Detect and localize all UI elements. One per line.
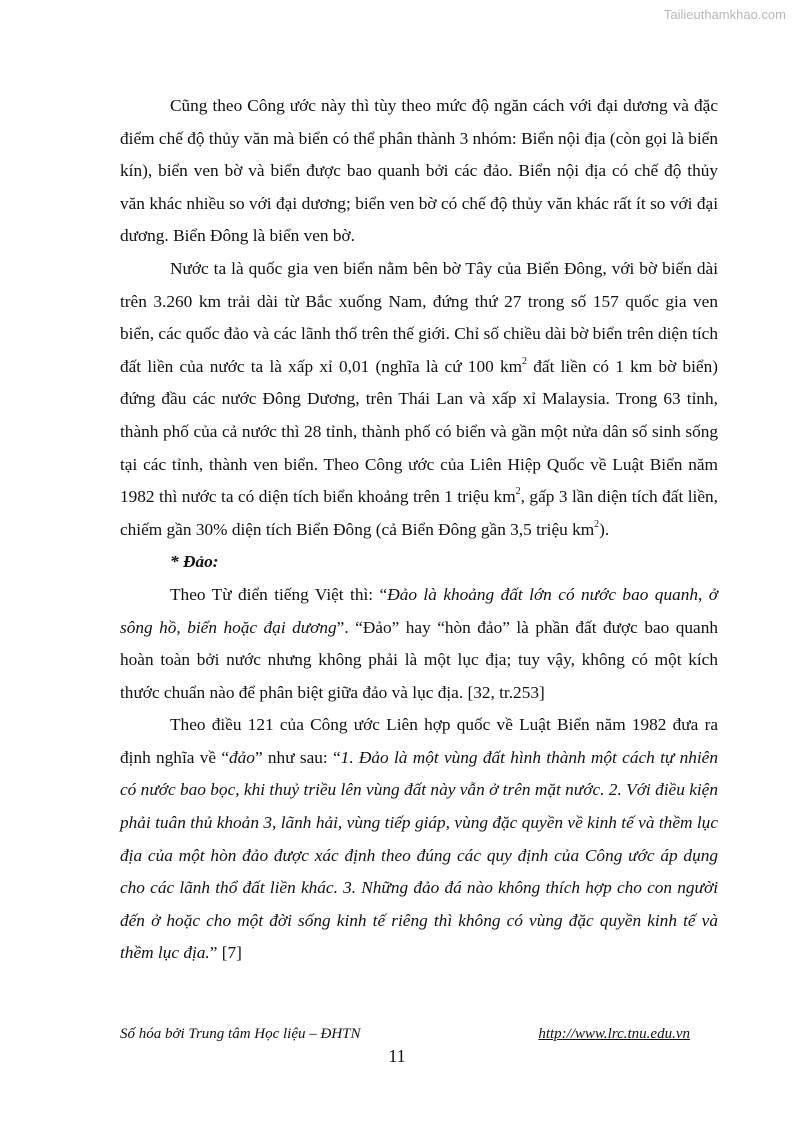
paragraph-island-dictionary: Theo Từ điển tiếng Việt thì: “Đảo là khoảng đất lớn có nước bao quanh, ở sông hồ, biển hoặc đại dương”. “Đảo” hay “hòn đảo” là phần đất được bao quanh hoàn toàn bởi nước nhưng không phải là một lục địa; tuy vậy, không có một kích thước chuẩn nào để phân biệt giữa đảo và lục địa. [32, tr.253] (120, 584, 718, 702)
watermark: Tailieuthamkhao.com (663, 7, 786, 22)
paragraph-sea-classification: Cũng theo Công ước này thì tùy theo mức độ ngăn cách với đại dương và đặc điểm chế độ thủy văn mà biển có thể phân thành 3 nhóm: Biển nội địa (còn gọi là biển kín), biển ven bờ và biển được bao quanh bởi các đảo. Biển nội địa có chế độ thủy văn khác nhiều so với đại dương; biển ven bờ có chế độ thủy văn khác rất ít so với đại dương. Biển Đông là biển ven bờ. (120, 96, 718, 246)
section-heading-island: * Đảo: (170, 552, 219, 572)
page-number: 11 (388, 1046, 406, 1066)
footer-source: Số hóa bởi Trung tâm Học liệu – ĐHTN (120, 1026, 361, 1042)
paragraph-vietnam-coastline: Nước ta là quốc gia ven biển nằm bên bờ Tây của Biển Đông, với bờ biển dài trên 3.260 km trải dài từ Bắc xuống Nam, đứng thứ 27 trong số 157 quốc gia ven biển, các quốc đảo và các lãnh thổ trên thế giới. Chỉ số chiều dài bờ biển trên diện tích đất liền của nước ta là xấp xỉ 0,01 (nghĩa là cứ 100 $km^2$ đất liền có 1 km bờ biển) đứng đầu các nước Đông Dương, trên Thái Lan và xấp xỉ Malaysia. Trong 63 tỉnh, thành phố của cả nước thì 28 tỉnh, thành phố có biển và gần một nửa dân số sinh sống tại các tỉnh, thành ven biển. Theo Công ước của Liên Hiệp Quốc về Luật Biển năm 1982 thì nước ta có diện tích biển khoảng trên 1 triệu $km^2$, gấp 3 lần diện tích đất liền, chiếm gần 30% diện tích Biển Đông (cả Biển Đông gần 3,5 triệu $km^2$). (120, 258, 718, 539)
footer-link[interactable]: http://www.lrc.tnu.edu.vn (538, 1026, 690, 1042)
paragraph-island-unclos: Theo điều 121 của Công ước Liên hợp quốc về Luật Biển năm 1982 đưa ra định nghĩa về “đảo” như sau: “1. Đảo là một vùng đất hình thành một cách tự nhiên có nước bao bọc, khi thuỷ triều lên vùng đất này vẫn ở trên mặt nước. 2. Với điều kiện phải tuân thủ khoản 3, lãnh hải, vùng tiếp giáp, vùng đặc quyền về kinh tế và thềm lục địa của một hòn đảo được xác định theo đúng các quy định của Công ước áp dụng cho các lãnh thổ đất liền khác. 3. Những đảo đá nào không thích hợp cho con người đến ở hoặc cho một đời sống kinh tế riêng thì không có vùng đặc quyền kinh tế và thềm lục địa.” [7] (120, 715, 718, 963)
document-body (120, 90, 718, 970)
